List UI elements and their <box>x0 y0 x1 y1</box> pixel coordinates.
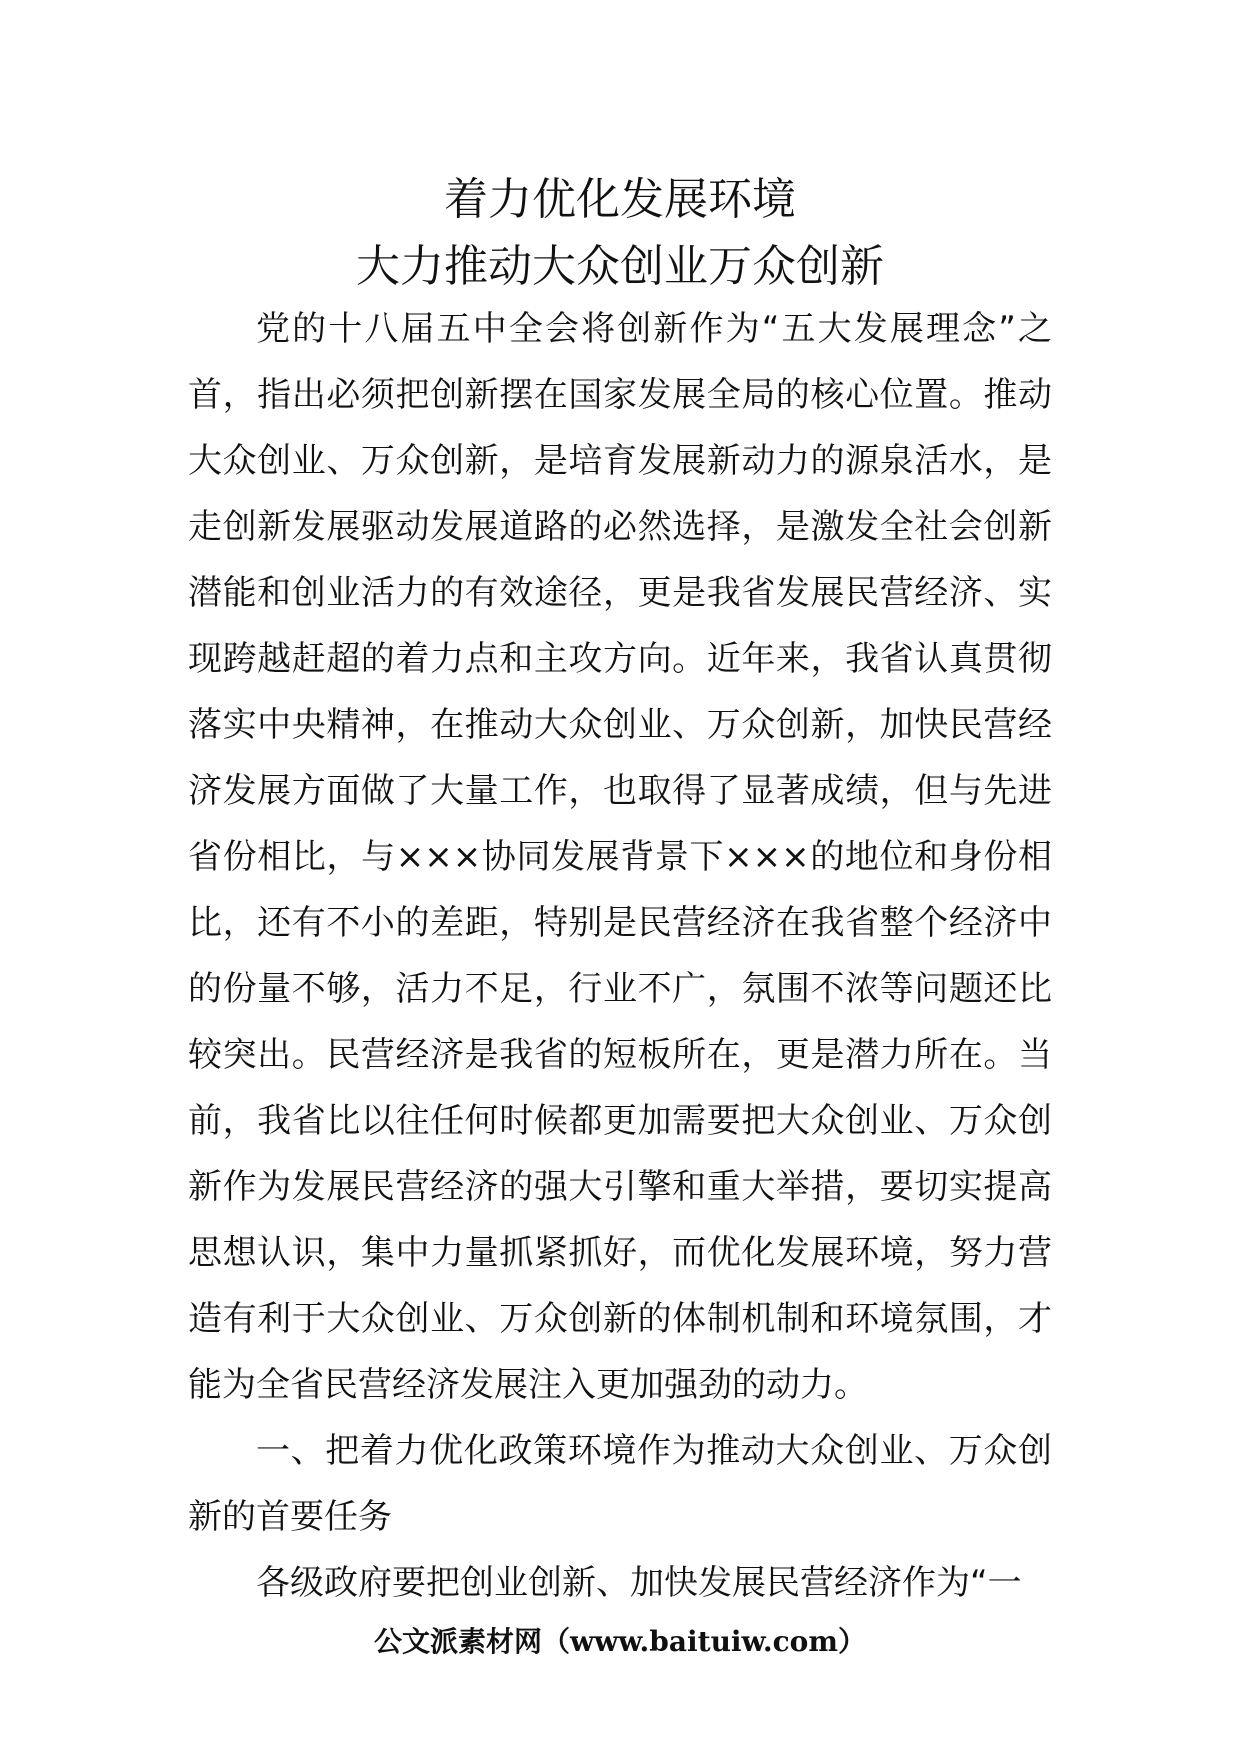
title-line-2: 大力推动大众创业万众创新 <box>356 241 884 292</box>
body-paragraph-intro: 党的十八届五中全会将创新作为“五大发展理念”之首，指出必须把创新摆在国家发展全局的核心位置。推动大众创业、万众创新，是培育发展新动力的源泉活水，是走创新发展驱动发展道路的必然选择，是激发全社会创新潜能和创业活力的有效途径，更是我省发展民营经济、实现跨越赶超的着力点和主攻方向。近年来，我省认真贯彻落实中央精神，在推动大众创业、万众创新，加快民营经济发展方面做了大量工作，也取得了显著成绩，但与先进省份相比，与×××协同发展背景下×××的地位和身份相比，还有不小的差距，特别是民营经济在我省整个经济中的份量不够，活力不足，行业不广，氛围不浓等问题还比较突出。民营经济是我省的短板所在，更是潜力所在。当前，我省比以往任何时候都更加需要把大众创业、万众创新作为发展民营经济的强大引擎和重大举措，要切实提高思想认识，集中力量抓紧抓好，而优化发展环境，努力营造有利于大众创业、万众创新的体制机制和环境氛围，才能为全省民营经济发展注入更加强劲的动力。 <box>188 309 1052 1405</box>
section-heading-1: 一、把着力优化政策环境作为推动大众创业、万众创新的首要任务 <box>188 1431 1052 1537</box>
document-title <box>0 166 1240 300</box>
body-paragraph-section-1: 各级政府要把创业创新、加快发展民营经济作为“一 <box>256 1563 1022 1603</box>
document-body <box>188 296 1052 1616</box>
page-footer-watermark: 公文派素材网（www.baituiw.com） <box>374 1625 866 1658</box>
title-line-1: 着力优化发展环境 <box>444 174 796 225</box>
